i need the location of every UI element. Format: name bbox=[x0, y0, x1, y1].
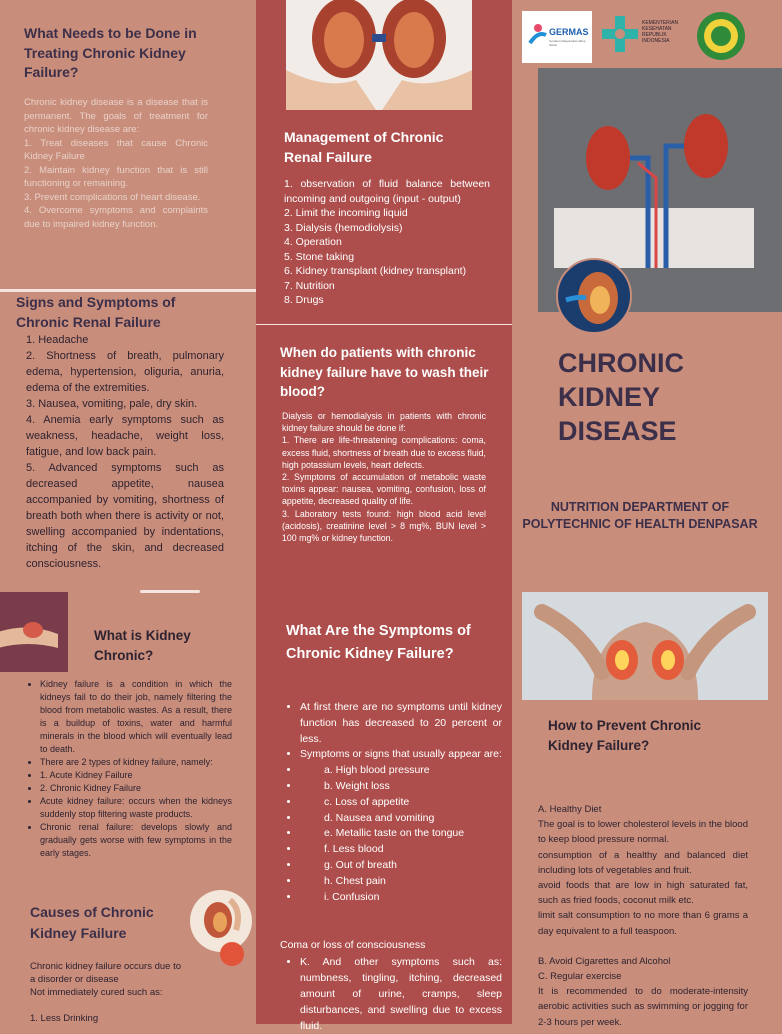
symptoms-bullet: • g. Out of breath bbox=[300, 858, 502, 874]
kidney-inset-photo bbox=[556, 258, 632, 334]
symptoms-bullet: • b. Weight loss bbox=[300, 779, 502, 795]
back-pain-photo bbox=[522, 592, 768, 700]
management-item: 5. Stone taking bbox=[284, 250, 355, 263]
treating-item: 3. Prevent complications of heart disease. bbox=[24, 191, 201, 203]
management-item: 6. Kidney transplant (kidney transplant) bbox=[284, 265, 467, 277]
management-item: 8. Drugs bbox=[284, 294, 324, 306]
panel-treating bbox=[0, 0, 256, 290]
symptoms-bullet: • Symptoms or signs that usually appear are: bbox=[300, 747, 502, 763]
what-is-bullet: • Chronic renal failure: develops slowly and gradually gets worse with few symptoms in the early stages. bbox=[40, 821, 232, 860]
panel-cover bbox=[512, 0, 768, 592]
panel-symptoms bbox=[256, 592, 512, 1032]
germas-figure-icon bbox=[528, 23, 548, 45]
panel-prevent bbox=[512, 592, 768, 1028]
causes-body: Chronic kidney failure occurs due to a disorder or disease Not immediately cured such as: bbox=[30, 961, 182, 998]
symptoms-bullet: • f. Less blood bbox=[300, 842, 502, 858]
symptoms-bullet: • K. And other symptoms such as: numbness, tingling, itching, decreased amount of urine, cramps, sleep disturbances, and swelling due to excess fluid. bbox=[300, 954, 502, 1034]
hands-holding-kidney-icon bbox=[286, 0, 472, 110]
what-is-bullet: • 2. Chronic Kidney Failure bbox=[40, 782, 232, 795]
management-item: 4. Operation bbox=[284, 236, 342, 248]
symptoms-bullet: • e. Metallic taste on the tongue bbox=[300, 826, 502, 842]
kidney-cross-section-icon bbox=[558, 260, 630, 332]
panel-signs bbox=[0, 292, 256, 592]
management-item: 1. observation of fluid balance between incoming and outgoing (input - output) bbox=[284, 178, 490, 205]
management-heading: Management of Chronic Renal Failure bbox=[284, 129, 444, 165]
management-item: 7. Nutrition bbox=[284, 279, 335, 292]
what-is-list bbox=[26, 678, 232, 860]
treating-item: 4. Overcome symptoms and complaints due to impaired kidney function. bbox=[24, 205, 208, 230]
signs-item: 3. Nausea, vomiting, pale, dry skin. bbox=[26, 398, 198, 410]
cover-title: CHRONIC KIDNEY DISEASE bbox=[558, 348, 684, 446]
signs-item: 2. Shortness of breath, pulmonary edema, hypertension, oliguria, anuria, edema of the extremities. bbox=[26, 350, 224, 394]
stomach-pain-photo bbox=[0, 592, 68, 672]
signs-list bbox=[26, 332, 224, 572]
symptoms-bullet: • a. High blood pressure bbox=[300, 763, 502, 779]
kemenkes-cross-icon bbox=[602, 16, 638, 52]
germas-logo bbox=[522, 11, 592, 63]
signs-item: 1. Headache bbox=[26, 334, 89, 346]
symptoms-bullet: • At first there are no symptoms until kidney function has decreased to 20 percent or less. bbox=[300, 700, 502, 747]
prevent-c-title: C. Regular exercise bbox=[538, 971, 622, 983]
symptoms-bullet: • i. Confusion bbox=[300, 890, 502, 906]
kemenkes-text: KEMENTERIAN KESEHATAN REPUBLIK INDONESIA bbox=[642, 20, 679, 44]
treating-body: Chronic kidney disease is a disease that is permanent. The goals of treatment for chronic kidney disease are: 1. Treat diseases that cause Chronic Kidney Failure 2. Maintain kidney function that is still functioning or remaining. 3. Prevent complications of heart disease. 4. Overcome symptoms and complaints due to impaired kidney function. bbox=[24, 97, 208, 230]
signs-item: 5. Advanced symptoms such as decreased appetite, nausea accompanied by vomiting, shortness of breath both when there is activity or not, swelling accompanied by indentations, itching of the skin, and decreased consciousness. bbox=[26, 462, 224, 570]
causes-heading: Causes of Chronic Kidney Failure bbox=[30, 904, 154, 941]
what-is-bullet: • There are 2 types of kidney failure, namely: bbox=[40, 756, 232, 769]
wash-item: 3. Laboratory tests found: high blood acid level (acidosis), creatinine level > 8 mg%, BUN level > 100 mg% or kidney function. bbox=[282, 508, 486, 544]
wash-heading: When do patients with chronic kidney failure have to wash their blood? bbox=[280, 345, 489, 399]
management-item: 2. Limit the incoming liquid bbox=[284, 207, 408, 219]
management-list bbox=[284, 177, 490, 308]
what-is-bullet: • 1. Acute Kidney Failure bbox=[40, 769, 232, 782]
germas-word: GERMAS bbox=[549, 27, 589, 37]
symptoms-bullet: • h. Chest pain bbox=[300, 874, 502, 890]
treating-heading: What Needs to be Done in Treating Chronic Kidney Failure? bbox=[24, 25, 197, 80]
wash-body: Dialysis or hemodialysis in patients with chronic kidney failure should be done if: 1. There are life-threatening complications: coma, excess fluid, shortness of breath due to excess fluid, high potassium levels, heart defects. 2. Symptoms of accumulation of metabolic waste toxins appear: nausea, vomiting, confusion, loss of appetite, decreased quality of life. 3. Laboratory tests found: high blood acid level (acidosis), creatinine level > 8 mg%, BUN level > 100 mg% or kidney function. bbox=[282, 411, 486, 544]
treating-item: 1. Treat diseases that cause Chronic Kidney Failure bbox=[24, 137, 208, 162]
kidney-photo bbox=[286, 0, 472, 110]
symptoms-bullet: • d. Nausea and vomiting bbox=[300, 811, 502, 827]
symptoms-last-list bbox=[284, 954, 502, 1034]
stomach-pain-icon bbox=[0, 592, 68, 672]
kidney-model-icon bbox=[190, 890, 252, 952]
what-is-bullet: • Kidney failure is a condition in which the kidneys fail to do their job, namely filtering the blood from metabolic wastes. As a result, there is a buildup of toxins, water and harmful minerals in the blood which will eventually lead to death. bbox=[40, 678, 232, 756]
cover-department: NUTRITION DEPARTMENT OF POLYTECHNIC OF HEALTH DENPASAR bbox=[522, 500, 758, 531]
panel-management bbox=[256, 0, 512, 325]
symptoms-bullet: • c. Loss of appetite bbox=[300, 795, 502, 811]
signs-heading: Signs and Symptoms of Chronic Renal Failure bbox=[16, 294, 176, 330]
prevent-body: A. Healthy Diet The goal is to lower cholesterol levels in the blood to keep blood pressure normal. consumption of a healthy and balanced diet including lots of vegetables and fruit. avoid foods that are low in high saturated fat, such as fried foods, coconut milk etc. limit salt consumption to no more than 6 grams a day equivalent to a full teaspoon. B. Avoid Cigarettes and Alcohol C. Regular exercise It is recommended to do moderate-intensity aerobic activities such as swimming or jogging for 2-3 hours per week. bbox=[538, 804, 748, 1028]
back-pain-icon bbox=[522, 592, 768, 700]
symptoms-list bbox=[284, 700, 502, 905]
what-is-heading: What is Kidney Chronic? bbox=[94, 628, 191, 663]
panel-what-is bbox=[0, 592, 256, 1024]
prevent-a-title: A. Healthy Diet bbox=[538, 804, 602, 815]
poltekkes-seal-icon bbox=[696, 11, 746, 61]
prevent-heading: How to Prevent Chronic Kidney Failure? bbox=[548, 718, 702, 753]
treating-item: 2. Maintain kidney function that is still functioning or remaining. bbox=[24, 164, 208, 189]
what-is-bullet: • Acute kidney failure: occurs when the kidneys suddenly stop filtering waste products. bbox=[40, 795, 232, 821]
kidney-model-photo bbox=[190, 890, 252, 952]
prevent-b-title: B. Avoid Cigarettes and Alcohol bbox=[538, 955, 671, 967]
panel-wash bbox=[256, 325, 512, 592]
kemenkes-logo bbox=[602, 14, 692, 58]
germas-sub: Gerakan Masyarakat Hidup Sehat bbox=[549, 39, 586, 47]
symptoms-heading: What Are the Symptoms of Chronic Kidney Failure? bbox=[286, 623, 471, 662]
divider bbox=[140, 590, 200, 593]
symptoms-coma: Coma or loss of consciousness bbox=[280, 939, 426, 951]
wash-item: 1. There are life-threatening complications: coma, excess fluid, shortness of breath due to excess fluid, high potassium levels, heart defects. bbox=[282, 435, 486, 470]
causes-item: 1. Less Drinking bbox=[30, 1013, 99, 1024]
management-item: 3. Dialysis (hemodiolysis) bbox=[284, 221, 403, 234]
signs-item: 4. Anemia early symptoms such as weakness, headache, weight loss, fatigue, and low back pain. bbox=[26, 414, 224, 458]
wash-item: 2. Symptoms of accumulation of metabolic waste toxins appear: nausea, vomiting, confusion, loss of appetite, decreased quality of life. bbox=[282, 472, 486, 507]
